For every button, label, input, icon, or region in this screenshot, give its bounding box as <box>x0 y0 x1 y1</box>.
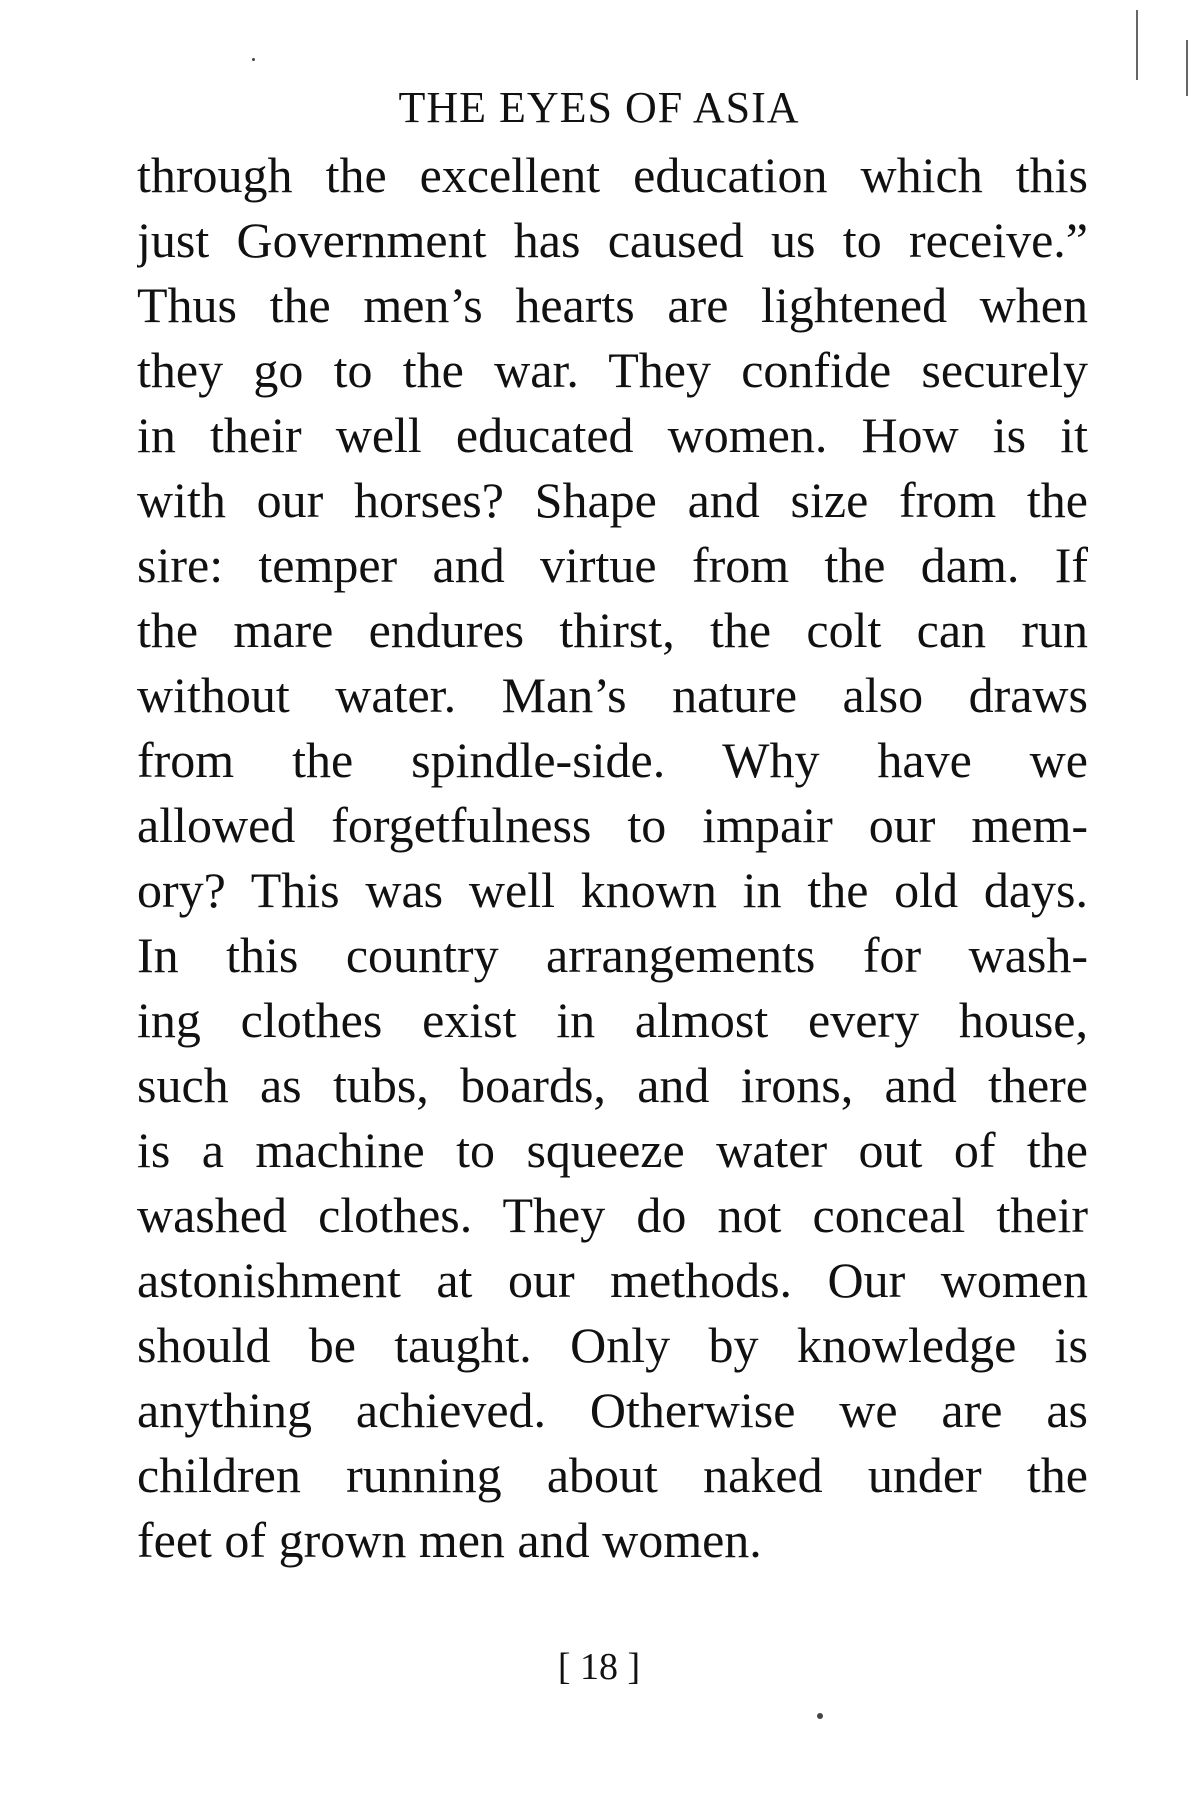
text-line: sire: temper and virtue from the dam. If <box>137 537 1088 593</box>
text-line: such as tubs, boards, and irons, and there <box>137 1057 1088 1113</box>
text-line: without water. Man’s nature also draws <box>137 667 1088 723</box>
text-line: anything achieved. Otherwise we are as <box>137 1382 1088 1438</box>
text-line: allowed forgetfulness to impair our mem- <box>137 797 1088 853</box>
text-line: in their well educated women. How is it <box>137 407 1088 463</box>
running-head: THE EYES OF ASIA <box>398 83 800 132</box>
text-line: In this country arrangements for wash- <box>137 927 1088 983</box>
scan-speck <box>817 1713 823 1719</box>
text-line: should be taught. Only by knowledge is <box>137 1317 1088 1373</box>
body-text <box>137 143 1088 1573</box>
text-line: with our horses? Shape and size from the <box>137 472 1088 528</box>
text-line: from the spindle-side. Why have we <box>137 732 1088 788</box>
text-line: just Government has caused us to receive.” <box>137 212 1088 268</box>
text-line: through the excellent education which this <box>137 147 1088 203</box>
text-line-last: feet of grown men and women. <box>137 1512 762 1568</box>
text-line: they go to the war. They confide securely <box>137 342 1088 398</box>
scan-edge-mark <box>1186 40 1188 96</box>
text-line: is a machine to squeeze water out of the <box>137 1122 1088 1178</box>
text-line: astonishment at our methods. Our women <box>137 1252 1088 1308</box>
scan-speck <box>252 58 255 61</box>
text-line: children running about naked under the <box>137 1447 1088 1503</box>
page-number: [ 18 ] <box>557 1646 641 1688</box>
text-line: ing clothes exist in almost every house, <box>137 992 1088 1048</box>
text-line: Thus the men’s hearts are lightened when <box>137 277 1088 333</box>
text-line: ory? This was well known in the old days. <box>137 862 1088 918</box>
scan-edge-mark <box>1136 10 1138 80</box>
text-line: the mare endures thirst, the colt can run <box>137 602 1088 658</box>
text-line: washed clothes. They do not conceal their <box>137 1187 1088 1243</box>
